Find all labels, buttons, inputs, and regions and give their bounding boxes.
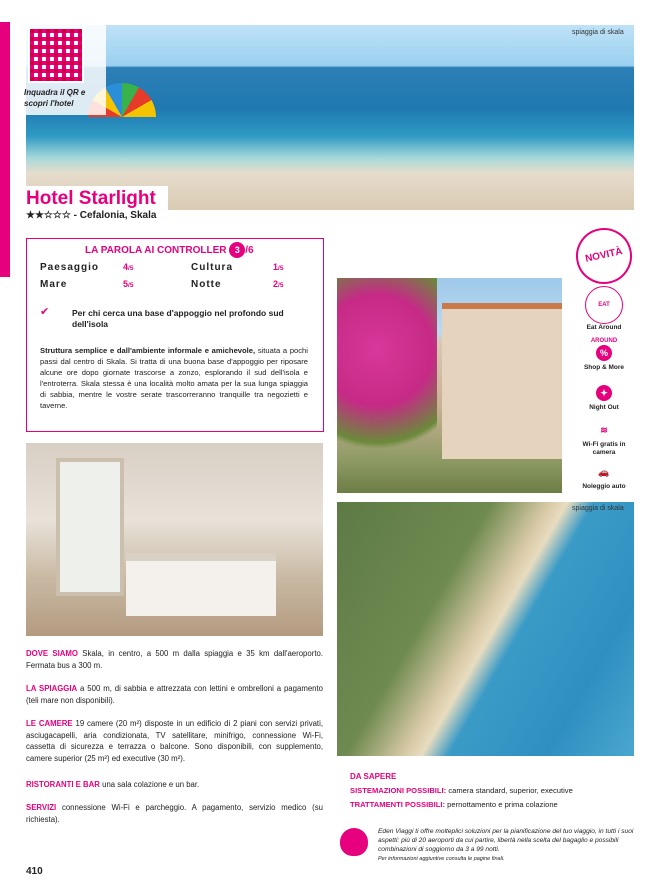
rating-label: Cultura bbox=[191, 262, 233, 273]
location: - Cefalonia, Skala bbox=[73, 210, 157, 221]
footer-note: Eden Viaggi ti offre molteplici soluzioni per la pianificazione del tuo viaggio, in tutti i suoi aspetti: più di 20 aeroporti da cui partire, libertà nella scelta del bagaglio e possibili combinazioni di soggiorno da 3 a 99 notti. Per informazioni aggiuntive consulta le pagine finali. bbox=[378, 828, 634, 862]
rating-paesaggio bbox=[40, 262, 99, 273]
car-icon: 🚗 bbox=[596, 464, 612, 480]
info-servizi: SERVIZI connessione Wi-Fi e parcheggio. A pagamento, servizio medico (su richiesta). bbox=[26, 803, 323, 824]
rating-value: 4/5 bbox=[123, 262, 134, 272]
hotel-description bbox=[40, 345, 308, 411]
page-number: 410 bbox=[26, 866, 43, 877]
controller-title bbox=[85, 242, 254, 258]
side-feature: ≋ Wi-Fi gratis in camera bbox=[580, 422, 628, 456]
side-feature: % Shop & More bbox=[580, 345, 628, 372]
building bbox=[442, 303, 562, 459]
rating-value: 5/5 bbox=[123, 279, 134, 289]
bed bbox=[126, 553, 276, 616]
target-audience: Per chi cerca una base d'appoggio nel profondo sud dell'isola bbox=[72, 308, 284, 329]
rating-notte bbox=[191, 279, 222, 290]
rating-value: 2/5 bbox=[273, 279, 284, 289]
building-photo bbox=[337, 278, 562, 493]
rating-value: 1/5 bbox=[273, 262, 284, 272]
rating-cultura bbox=[191, 262, 233, 273]
wifi-bed-icon: ≋ bbox=[596, 422, 612, 438]
info-spiaggia: LA SPIAGGIA a 500 m, di sabbia e attrezzata con lettini e ombrelloni a pagamento (teli mare non disponibili). bbox=[26, 684, 323, 705]
photo-caption: spiaggia di skala bbox=[572, 29, 624, 36]
side-feature: Eat Around bbox=[586, 324, 622, 331]
room-photo bbox=[26, 443, 323, 636]
photo-caption: spiaggia di skala bbox=[572, 505, 624, 512]
disco-ball-icon: ✦ bbox=[596, 385, 612, 401]
controller-max: /6 bbox=[245, 245, 254, 256]
window bbox=[56, 458, 124, 596]
hotel-name: Hotel Starlight bbox=[26, 188, 156, 209]
bougainvillea bbox=[337, 278, 437, 458]
side-feature: 🚗 Noleggio auto bbox=[580, 464, 628, 491]
beach-photo bbox=[26, 25, 634, 210]
rating-label: Notte bbox=[191, 279, 222, 290]
info-ristoranti: RISTORANTI E BAR una sala colazione e un bar. bbox=[26, 780, 200, 789]
da-sapere-sistemazioni: SISTEMAZIONI POSSIBILI: camera standard, superior, executive bbox=[350, 786, 573, 795]
rating-label: Mare bbox=[40, 279, 68, 290]
qr-code[interactable] bbox=[28, 27, 84, 83]
controller-label: LA PAROLA AI CONTROLLER bbox=[85, 245, 227, 256]
description-text: situata a pochi passi dal centro di Skala. Si tratta di una buona base d'appoggio per riposare alcune ore dopo giornate trascorse a zonzo, esplorando il sud dell'isola e l'entroterra. Skala stessa è una località molto amata per la sua lunga spiaggia di sabbia, mentre le vostre serate trascorreranno tranquille tra negozietti e taverne. bbox=[40, 346, 308, 410]
qr-instructions: Inquadra il QR e scopri l'hotel bbox=[24, 88, 86, 108]
controller-score: 3 bbox=[229, 242, 245, 258]
shopping-bag-icon: % bbox=[596, 345, 612, 361]
rating-label: Paesaggio bbox=[40, 262, 100, 273]
rating-mare bbox=[40, 279, 67, 290]
stars-icon: ★★☆☆☆ bbox=[26, 210, 71, 221]
check-icon: ✔ bbox=[40, 306, 50, 318]
description-bold: Struttura semplice e dall'ambiente informale e amichevole, bbox=[40, 346, 256, 355]
hotel-rating-location bbox=[26, 210, 156, 221]
side-accent-bar bbox=[0, 22, 10, 277]
side-feature: ✦ Night Out bbox=[580, 385, 628, 412]
apple-icon bbox=[340, 828, 368, 856]
novita-badge: NOVITÀ bbox=[571, 223, 637, 289]
da-sapere-title: DA SAPERE bbox=[350, 772, 397, 781]
aerial-photo bbox=[337, 502, 634, 756]
da-sapere-trattamenti: TRATTAMENTI POSSIBILI: pernottamento e prima colazione bbox=[350, 800, 558, 809]
info-dove-siamo: DOVE SIAMO Skala, in centro, a 500 m dalla spiaggia e 35 km dall'aeroporto. Fermata bus a 300 m. bbox=[26, 649, 323, 670]
eat-around-badge: EAT AROUND bbox=[585, 286, 623, 324]
info-camere: LE CAMERE 19 camere (20 m²) disposte in un edificio di 2 piani con servizi privati, asciugacapelli, aria condizionata, TV satellitare, minifrigo, connessione Wi-Fi, cassetta di sicurezza e terrazza o balcone. Sono disponibili, con supplemento, camere superior (25 m²) ed executive (30 m²). bbox=[26, 719, 323, 763]
